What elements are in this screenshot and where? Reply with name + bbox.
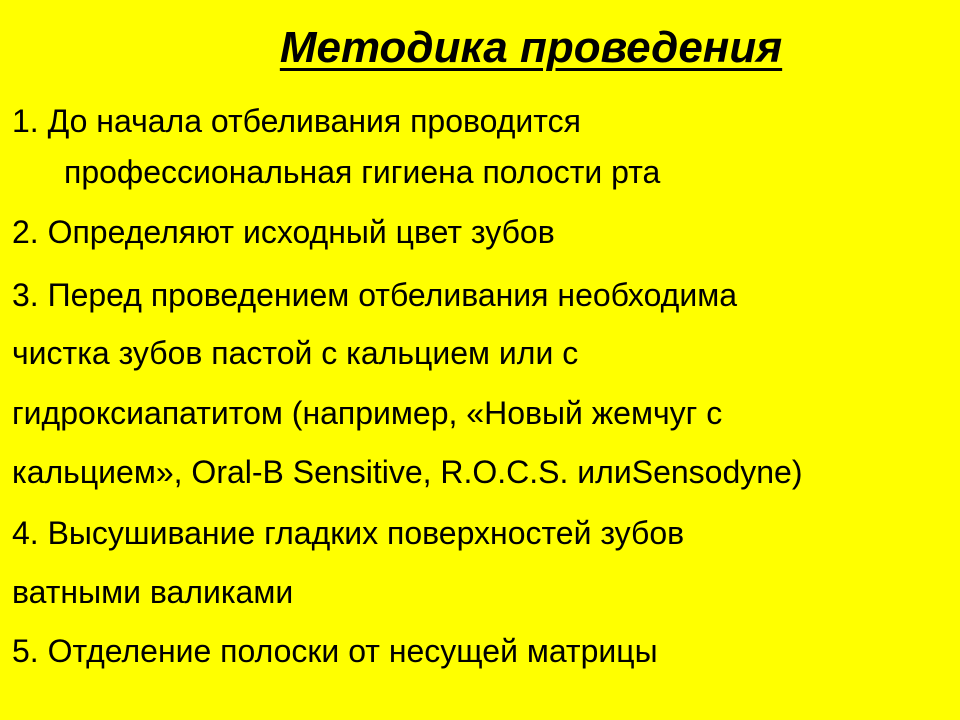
step-4-line-2: ватными валиками bbox=[12, 574, 294, 610]
step-2-line: 2. Определяют исходный цвет зубов bbox=[12, 214, 555, 250]
step-5-line: 5. Отделение полоски от несущей матрицы bbox=[12, 633, 658, 669]
step-1-line-1: 1. До начала отбеливания проводится bbox=[12, 103, 581, 139]
step-1-line-2: профессиональная гигиена полости рта bbox=[64, 154, 661, 190]
step-3-line-2: чистка зубов пастой с кальцием или с bbox=[12, 335, 579, 371]
step-3-line-4: кальцием», Oral-B Sensitive, R.O.C.S. илиSensodyne) bbox=[12, 454, 803, 490]
step-3-line-1: 3. Перед проведением отбеливания необходима bbox=[12, 277, 737, 313]
step-3-line-3: гидроксиапатитом (например, «Новый жемчуг с bbox=[12, 395, 723, 431]
step-4-line-1: 4. Высушивание гладких поверхностей зубов bbox=[12, 515, 685, 551]
slide-title: Методика проведения bbox=[279, 23, 783, 72]
